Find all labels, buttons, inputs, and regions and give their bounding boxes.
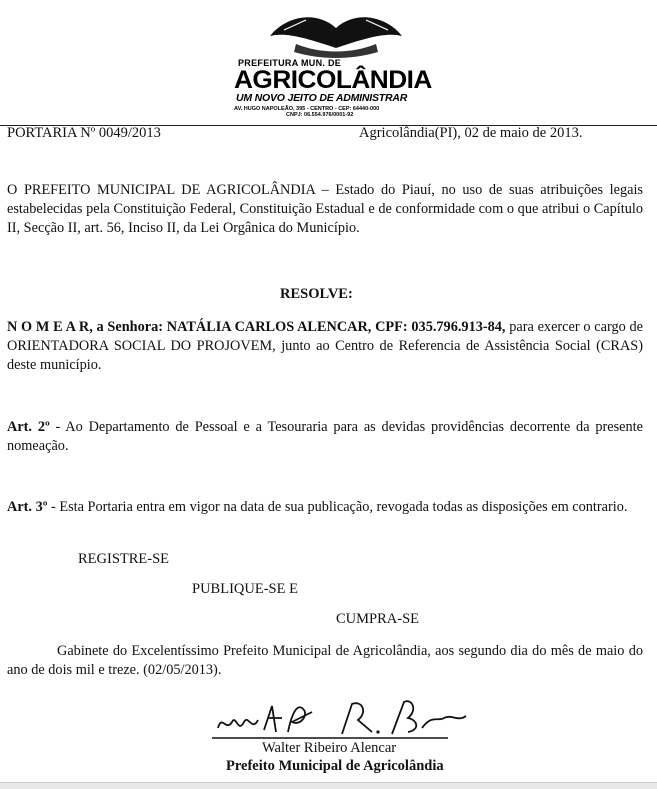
art3-paragraph — [7, 498, 643, 517]
signatory-role: Prefeito Municipal de Agricolândia — [226, 758, 444, 774]
resolve-heading: RESOLVE: — [280, 286, 353, 302]
intro-paragraph: O PREFEITO MUNICIPAL DE AGRICOLÂNDIA – Estado do Piauí, no uso de suas atribuições legais estabelecidas pela Constituição Federal, Constituição Estadual e de conformidade com o que atribui o Capítulo II, Secção II, art. 56, Inciso II, da Lei Orgânica do Município. — [7, 182, 643, 236]
art3-text: - Esta Portaria entra em vigor na data de sua publicação, revogada todas as disposições em contrario. — [47, 499, 628, 515]
letterhead-address: AV. HUGO NAPOLEÃO, 395 - CENTRO - CEP: 64440-000 — [234, 106, 380, 112]
place-date: Agricolândia(PI), 02 de maio de 2013. — [359, 125, 583, 141]
art2-label: Art. 2º — [7, 419, 50, 435]
art2-paragraph — [7, 418, 643, 456]
nomear-lead: N O M E A R, a Senhora: NATÁLIA CARLOS ALENCAR, CPF: 035.796.913-84, — [7, 319, 506, 335]
publique-se: PUBLIQUE-SE E — [192, 581, 298, 597]
nomear-rest: para exercer o cargo de ORIENTADORA SOCIAL DO PROJOVEM, junto ao Centro de Referencia de Assistência Social (CRAS) deste município. — [7, 319, 643, 373]
gabinete-paragraph: Gabinete do Excelentíssimo Prefeito Municipal de Agricolândia, aos segundo dia do mês de maio do ano de dois mil e treze. (02/05/2013). — [7, 643, 643, 678]
hat-logo-icon — [266, 8, 406, 58]
signatory-name: Walter Ribeiro Alencar — [262, 740, 397, 756]
letterhead-slogan: UM NOVO JEITO DE ADMINISTRAR — [236, 92, 408, 104]
portaria-number: PORTARIA Nº 0049/2013 — [7, 125, 161, 141]
letterhead-cnpj: CNPJ: 06.554.976/0001-92 — [286, 112, 354, 118]
nomear-paragraph — [7, 318, 643, 375]
letterhead-small-title: PREFEITURA MUN. DE — [238, 58, 342, 68]
cumpra-se: CUMPRA-SE — [336, 611, 419, 627]
registre-se: REGISTRE-SE — [78, 551, 170, 567]
art2-text: - Ao Departamento de Pessoal e a Tesouraria para as devidas providências decorrente da presente nomeação. — [7, 419, 643, 454]
handwritten-signature-icon — [212, 692, 472, 744]
letterhead-name: AGRICOLÂNDIA — [234, 66, 432, 94]
letterhead-logo — [230, 8, 440, 120]
art3-label: Art. 3º — [7, 499, 48, 515]
